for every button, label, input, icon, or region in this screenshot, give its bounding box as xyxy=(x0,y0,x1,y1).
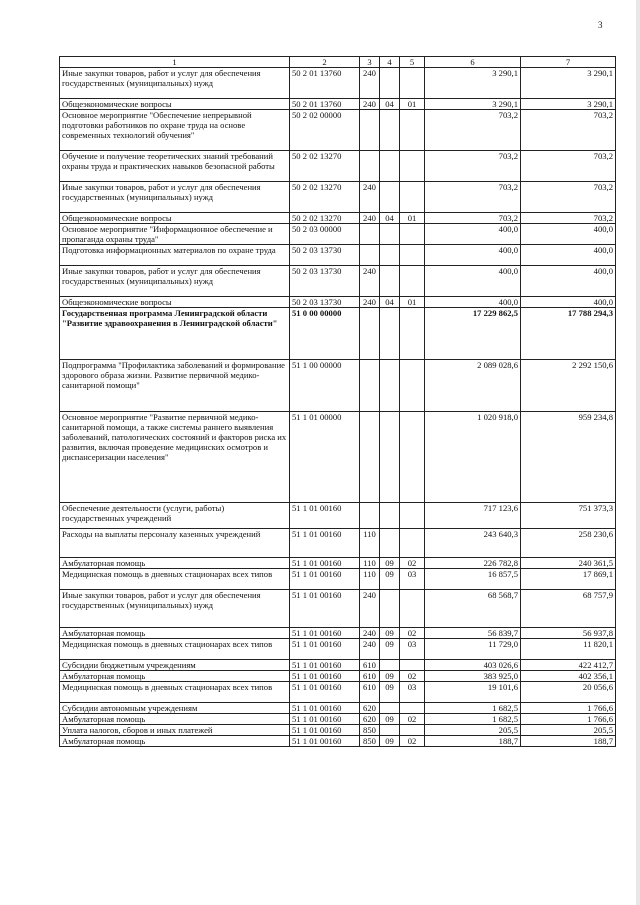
header-cell: 4 xyxy=(380,57,400,68)
amount-year1-cell: 400,0 xyxy=(425,224,521,245)
subsection-cell: 02 xyxy=(400,628,425,639)
expense-type-cell xyxy=(360,503,380,529)
target-code-cell: 51 1 01 00160 xyxy=(290,590,360,628)
amount-year1-cell: 400,0 xyxy=(425,266,521,297)
amount-year1-cell: 243 640,3 xyxy=(425,529,521,558)
expense-type-cell xyxy=(360,245,380,266)
target-code-cell: 50 2 01 13760 xyxy=(290,99,360,110)
amount-year2-cell: 402 356,1 xyxy=(521,671,616,682)
subsection-cell xyxy=(400,266,425,297)
amount-year2-cell: 400,0 xyxy=(521,224,616,245)
target-code-cell: 51 1 01 00160 xyxy=(290,628,360,639)
table-row xyxy=(60,68,616,99)
table-row xyxy=(60,628,616,639)
subsection-cell: 02 xyxy=(400,714,425,725)
table-row xyxy=(60,529,616,558)
amount-year1-cell: 703,2 xyxy=(425,110,521,151)
amount-year2-cell: 2 292 150,6 xyxy=(521,360,616,412)
amount-year2-cell: 703,2 xyxy=(521,151,616,182)
target-code-cell: 50 2 01 13760 xyxy=(290,68,360,99)
amount-year2-cell: 703,2 xyxy=(521,110,616,151)
table-row xyxy=(60,503,616,529)
amount-year2-cell: 703,2 xyxy=(521,213,616,224)
subsection-cell xyxy=(400,224,425,245)
target-code-cell: 51 1 01 00160 xyxy=(290,503,360,529)
header-cell: 1 xyxy=(60,57,290,68)
subsection-cell xyxy=(400,308,425,360)
amount-year1-cell: 3 290,1 xyxy=(425,68,521,99)
amount-year2-cell: 240 361,5 xyxy=(521,558,616,569)
amount-year2-cell: 422 412,7 xyxy=(521,660,616,671)
item-name-cell: Субсидии бюджетным учреждениям xyxy=(60,660,290,671)
amount-year1-cell: 2 089 028,6 xyxy=(425,360,521,412)
subsection-cell xyxy=(400,245,425,266)
section-cell: 04 xyxy=(380,213,400,224)
item-name-cell: Расходы на выплаты персоналу казенных учреждений xyxy=(60,529,290,558)
section-cell: 09 xyxy=(380,569,400,590)
section-cell: 09 xyxy=(380,714,400,725)
expense-type-cell: 610 xyxy=(360,660,380,671)
item-name-cell: Субсидии автономным учреждениям xyxy=(60,703,290,714)
target-code-cell: 50 2 02 13270 xyxy=(290,182,360,213)
amount-year1-cell: 400,0 xyxy=(425,297,521,308)
target-code-cell: 51 1 01 00160 xyxy=(290,671,360,682)
section-cell xyxy=(380,224,400,245)
subsection-cell: 01 xyxy=(400,99,425,110)
item-name-cell: Амбулаторная помощь xyxy=(60,714,290,725)
table-row xyxy=(60,703,616,714)
table-row xyxy=(60,682,616,703)
section-cell xyxy=(380,529,400,558)
expense-type-cell xyxy=(360,412,380,503)
table-row xyxy=(60,725,616,736)
target-code-cell: 51 1 01 00160 xyxy=(290,725,360,736)
target-code-cell: 51 1 01 00160 xyxy=(290,703,360,714)
amount-year2-cell: 56 937,8 xyxy=(521,628,616,639)
target-code-cell: 51 1 00 00000 xyxy=(290,360,360,412)
table-row xyxy=(60,569,616,590)
page-number: 3 xyxy=(598,20,603,30)
amount-year1-cell: 703,2 xyxy=(425,151,521,182)
budget-table xyxy=(59,56,616,747)
section-cell xyxy=(380,110,400,151)
item-name-cell: Общеэкономические вопросы xyxy=(60,99,290,110)
target-code-cell: 51 1 01 00160 xyxy=(290,639,360,660)
expense-type-cell: 240 xyxy=(360,213,380,224)
item-name-cell: Подпрограмма "Профилактика заболеваний и формирование здорового образа жизни. Развитие первичной медико-санитарной помощи" xyxy=(60,360,290,412)
amount-year1-cell: 1 020 918,0 xyxy=(425,412,521,503)
table-row xyxy=(60,736,616,747)
section-cell xyxy=(380,182,400,213)
item-name-cell: Иные закупки товаров, работ и услуг для обеспечения государственных (муниципальных) нужд xyxy=(60,182,290,213)
amount-year2-cell: 3 290,1 xyxy=(521,99,616,110)
item-name-cell: Иные закупки товаров, работ и услуг для обеспечения государственных (муниципальных) нужд xyxy=(60,68,290,99)
table-row xyxy=(60,660,616,671)
expense-type-cell: 240 xyxy=(360,639,380,660)
expense-type-cell xyxy=(360,308,380,360)
subsection-cell xyxy=(400,529,425,558)
amount-year2-cell: 17 869,1 xyxy=(521,569,616,590)
subsection-cell: 03 xyxy=(400,682,425,703)
expense-type-cell: 240 xyxy=(360,99,380,110)
table-row xyxy=(60,266,616,297)
subsection-cell xyxy=(400,412,425,503)
target-code-cell: 51 1 01 00000 xyxy=(290,412,360,503)
amount-year2-cell: 400,0 xyxy=(521,266,616,297)
amount-year1-cell: 703,2 xyxy=(425,213,521,224)
expense-type-cell xyxy=(360,360,380,412)
table-row xyxy=(60,639,616,660)
item-name-cell: Амбулаторная помощь xyxy=(60,628,290,639)
section-cell: 04 xyxy=(380,297,400,308)
section-cell xyxy=(380,266,400,297)
table-row xyxy=(60,245,616,266)
target-code-cell: 51 1 01 00160 xyxy=(290,714,360,725)
section-cell xyxy=(380,245,400,266)
expense-type-cell: 610 xyxy=(360,671,380,682)
subsection-cell xyxy=(400,360,425,412)
table-row xyxy=(60,224,616,245)
amount-year2-cell: 703,2 xyxy=(521,182,616,213)
item-name-cell: Амбулаторная помощь xyxy=(60,736,290,747)
section-cell: 09 xyxy=(380,682,400,703)
header-cell: 7 xyxy=(521,57,616,68)
table-row xyxy=(60,671,616,682)
target-code-cell: 51 1 01 00160 xyxy=(290,569,360,590)
item-name-cell: Общеэкономические вопросы xyxy=(60,213,290,224)
expense-type-cell xyxy=(360,151,380,182)
table-row xyxy=(60,714,616,725)
section-cell xyxy=(380,703,400,714)
amount-year2-cell: 1 766,6 xyxy=(521,703,616,714)
target-code-cell: 50 2 03 13730 xyxy=(290,297,360,308)
subsection-cell xyxy=(400,590,425,628)
item-name-cell: Медицинская помощь в дневных стационарах всех типов xyxy=(60,569,290,590)
expense-type-cell: 620 xyxy=(360,703,380,714)
section-cell xyxy=(380,151,400,182)
amount-year1-cell: 383 925,0 xyxy=(425,671,521,682)
amount-year1-cell: 1 682,5 xyxy=(425,703,521,714)
amount-year1-cell: 3 290,1 xyxy=(425,99,521,110)
expense-type-cell: 240 xyxy=(360,628,380,639)
section-cell xyxy=(380,660,400,671)
item-name-cell: Медицинская помощь в дневных стационарах всех типов xyxy=(60,682,290,703)
section-cell xyxy=(380,308,400,360)
section-cell: 09 xyxy=(380,628,400,639)
expense-type-cell xyxy=(360,110,380,151)
target-code-cell: 50 2 02 13270 xyxy=(290,213,360,224)
expense-type-cell: 110 xyxy=(360,529,380,558)
subsection-cell: 03 xyxy=(400,569,425,590)
section-cell xyxy=(380,503,400,529)
subsection-cell xyxy=(400,151,425,182)
section-cell: 04 xyxy=(380,99,400,110)
section-cell: 09 xyxy=(380,558,400,569)
header-cell: 6 xyxy=(425,57,521,68)
amount-year1-cell: 11 729,0 xyxy=(425,639,521,660)
section-cell: 09 xyxy=(380,671,400,682)
amount-year1-cell: 19 101,6 xyxy=(425,682,521,703)
amount-year1-cell: 205,5 xyxy=(425,725,521,736)
item-name-cell: Амбулаторная помощь xyxy=(60,558,290,569)
expense-type-cell: 850 xyxy=(360,736,380,747)
target-code-cell: 51 1 01 00160 xyxy=(290,529,360,558)
item-name-cell: Общеэкономические вопросы xyxy=(60,297,290,308)
expense-type-cell: 240 xyxy=(360,297,380,308)
item-name-cell: Подготовка информационных материалов по охране труда xyxy=(60,245,290,266)
section-cell xyxy=(380,725,400,736)
amount-year1-cell: 17 229 862,5 xyxy=(425,308,521,360)
item-name-cell: Основное мероприятие "Развитие первичной медико-санитарной помощи, а также системы раннего выявления заболеваний, патологических состояний и факторов риска их развития, включая проведение медицинских осмотров и диспансеризации населения" xyxy=(60,412,290,503)
expense-type-cell: 240 xyxy=(360,590,380,628)
table-row xyxy=(60,151,616,182)
item-name-cell: Иные закупки товаров, работ и услуг для обеспечения государственных (муниципальных) нужд xyxy=(60,590,290,628)
amount-year1-cell: 16 857,5 xyxy=(425,569,521,590)
target-code-cell: 50 2 02 00000 xyxy=(290,110,360,151)
header-row xyxy=(60,57,616,68)
section-cell xyxy=(380,412,400,503)
amount-year1-cell: 1 682,5 xyxy=(425,714,521,725)
amount-year1-cell: 717 123,6 xyxy=(425,503,521,529)
subsection-cell xyxy=(400,110,425,151)
amount-year2-cell: 188,7 xyxy=(521,736,616,747)
header-cell: 5 xyxy=(400,57,425,68)
target-code-cell: 50 2 02 13270 xyxy=(290,151,360,182)
subsection-cell xyxy=(400,68,425,99)
target-code-cell: 50 2 03 00000 xyxy=(290,224,360,245)
expense-type-cell: 110 xyxy=(360,569,380,590)
amount-year2-cell: 959 234,8 xyxy=(521,412,616,503)
subsection-cell: 02 xyxy=(400,558,425,569)
item-name-cell: Обучение и получение теоретических знаний требований охраны труда и практических навыков безопасной работы xyxy=(60,151,290,182)
scan-edge-shadow xyxy=(636,0,640,905)
item-name-cell: Обеспечение деятельности (услуги, работы) государственных учреждений xyxy=(60,503,290,529)
section-cell xyxy=(380,68,400,99)
target-code-cell: 51 1 01 00160 xyxy=(290,682,360,703)
table-row xyxy=(60,558,616,569)
subsection-cell xyxy=(400,725,425,736)
subsection-cell: 01 xyxy=(400,297,425,308)
expense-type-cell: 620 xyxy=(360,714,380,725)
amount-year2-cell: 1 766,6 xyxy=(521,714,616,725)
header-cell: 3 xyxy=(360,57,380,68)
item-name-cell: Амбулаторная помощь xyxy=(60,671,290,682)
amount-year2-cell: 751 373,3 xyxy=(521,503,616,529)
expense-type-cell: 110 xyxy=(360,558,380,569)
expense-type-cell xyxy=(360,224,380,245)
table-row xyxy=(60,360,616,412)
table-row xyxy=(60,182,616,213)
item-name-cell: Основное мероприятие "Информационное обеспечение и пропаганда охраны труда" xyxy=(60,224,290,245)
amount-year2-cell: 68 757,9 xyxy=(521,590,616,628)
amount-year2-cell: 205,5 xyxy=(521,725,616,736)
amount-year1-cell: 226 782,8 xyxy=(425,558,521,569)
amount-year1-cell: 400,0 xyxy=(425,245,521,266)
expense-type-cell: 240 xyxy=(360,68,380,99)
amount-year2-cell: 400,0 xyxy=(521,297,616,308)
amount-year1-cell: 68 568,7 xyxy=(425,590,521,628)
amount-year2-cell: 258 230,6 xyxy=(521,529,616,558)
table-row xyxy=(60,297,616,308)
amount-year2-cell: 11 820,1 xyxy=(521,639,616,660)
subsection-cell xyxy=(400,660,425,671)
amount-year1-cell: 703,2 xyxy=(425,182,521,213)
target-code-cell: 51 1 01 00160 xyxy=(290,558,360,569)
target-code-cell: 51 0 00 00000 xyxy=(290,308,360,360)
amount-year2-cell: 17 788 294,3 xyxy=(521,308,616,360)
table-row xyxy=(60,110,616,151)
target-code-cell: 51 1 01 00160 xyxy=(290,660,360,671)
section-cell: 09 xyxy=(380,639,400,660)
item-name-cell: Государственная программа Ленинградской области "Развитие здравоохранения в Ленинградской области" xyxy=(60,308,290,360)
header-cell: 2 xyxy=(290,57,360,68)
amount-year2-cell: 3 290,1 xyxy=(521,68,616,99)
table-row xyxy=(60,308,616,360)
amount-year1-cell: 56 839,7 xyxy=(425,628,521,639)
subsection-cell: 01 xyxy=(400,213,425,224)
subsection-cell xyxy=(400,503,425,529)
expense-type-cell: 240 xyxy=(360,266,380,297)
expense-type-cell: 240 xyxy=(360,182,380,213)
subsection-cell: 02 xyxy=(400,736,425,747)
amount-year2-cell: 400,0 xyxy=(521,245,616,266)
item-name-cell: Уплата налогов, сборов и иных платежей xyxy=(60,725,290,736)
amount-year1-cell: 188,7 xyxy=(425,736,521,747)
subsection-cell xyxy=(400,182,425,213)
item-name-cell: Медицинская помощь в дневных стационарах всех типов xyxy=(60,639,290,660)
target-code-cell: 50 2 03 13730 xyxy=(290,245,360,266)
item-name-cell: Иные закупки товаров, работ и услуг для обеспечения государственных (муниципальных) нужд xyxy=(60,266,290,297)
table-row xyxy=(60,412,616,503)
amount-year2-cell: 20 056,6 xyxy=(521,682,616,703)
table-row xyxy=(60,99,616,110)
section-cell: 09 xyxy=(380,736,400,747)
table-row xyxy=(60,213,616,224)
table-row xyxy=(60,590,616,628)
amount-year1-cell: 403 026,6 xyxy=(425,660,521,671)
item-name-cell: Основное мероприятие "Обеспечение непрерывной подготовки работников по охране труда на основе современных технологий обучения" xyxy=(60,110,290,151)
expense-type-cell: 850 xyxy=(360,725,380,736)
section-cell xyxy=(380,360,400,412)
target-code-cell: 50 2 03 13730 xyxy=(290,266,360,297)
section-cell xyxy=(380,590,400,628)
subsection-cell: 02 xyxy=(400,671,425,682)
subsection-cell xyxy=(400,703,425,714)
subsection-cell: 03 xyxy=(400,639,425,660)
target-code-cell: 51 1 01 00160 xyxy=(290,736,360,747)
expense-type-cell: 610 xyxy=(360,682,380,703)
